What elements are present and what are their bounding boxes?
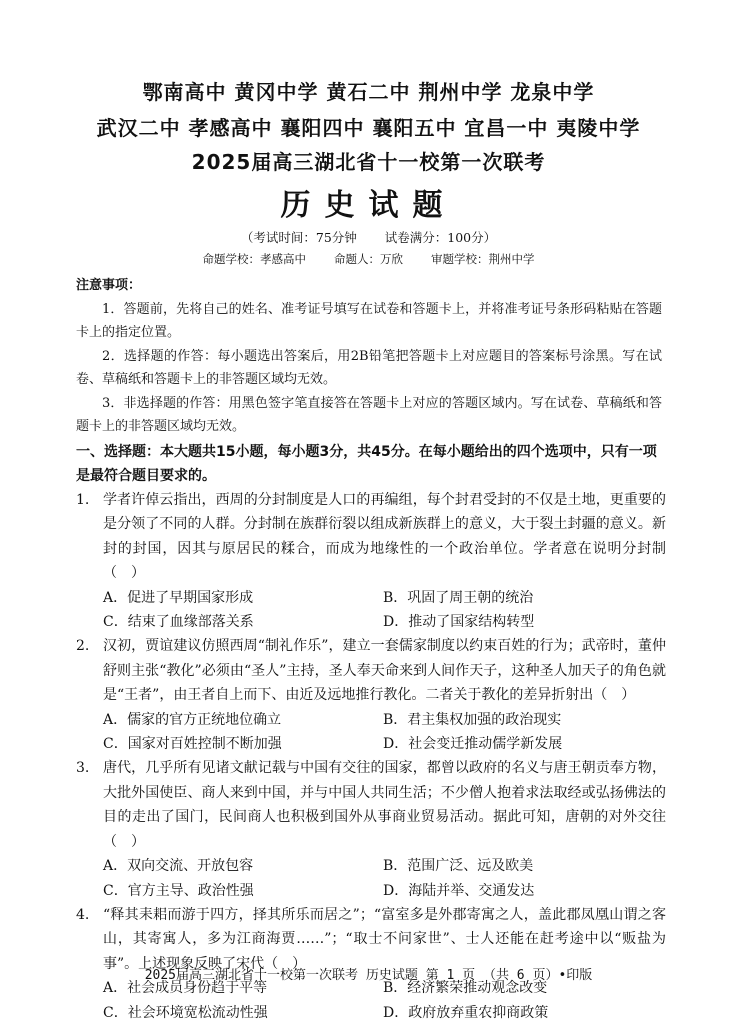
option-b: B．经济繁荣推动观念改变 — [383, 980, 548, 997]
reviewer-school: 审题学校：荆州中学 — [431, 252, 535, 266]
option-b: B．范围广泛、远及欧美 — [383, 858, 534, 875]
option-b: B．君主集权加强的政治现实 — [383, 711, 562, 728]
note-item: 3．非选择题的作答：用黑色签字笔直接答在答题卡上对应的答题区域内。写在试卷、草稿纸和答题卡上的非答题区域均无效。 — [76, 395, 662, 434]
option-b: B．巩固了周王朝的统治 — [383, 589, 534, 606]
exam-score: 试卷满分：100分） — [384, 230, 497, 245]
question-stem: 学者许倬云指出，西周的分封制度是人口的再编组，每个封君受封的不仅是土地，更重要的是分领了不同的人群。分封制在族群衍裂以组成新族群上的意义，大于裂土封疆的意义。新封的封国，因其与原居民的糅合，而成为地缘性的一个政治单位。学者意在说明分封制（ ） — [103, 492, 666, 582]
option-c: C．官方主导、政治性强 — [103, 882, 254, 899]
option-d: D．政府放弃重农抑商政策 — [383, 1004, 549, 1021]
note-item: 1．答题前，先将自己的姓名、准考证号填写在试卷和答题卡上，并将准考证号条形码粘贴在答题卡上的指定位置。 — [76, 301, 662, 340]
schools-line-1: 鄂南高中 黄冈中学 黄石二中 荆州中学 龙泉中学 — [142, 80, 595, 104]
option-a: A．社会成员身份趋于平等 — [103, 980, 268, 997]
exam-time-info — [0, 228, 737, 246]
exam-name: 2025届高三湖北省十一校第一次联考 — [191, 150, 546, 174]
questions — [76, 488, 666, 1025]
notes-heading: 注意事项： — [76, 278, 142, 293]
question-2 — [76, 634, 666, 756]
notes — [76, 274, 662, 439]
option-c: C．国家对百姓控制不断加强 — [103, 736, 282, 753]
option-a: A．儒家的官方正统地位确立 — [103, 711, 282, 728]
option-a: A．促进了早期国家形成 — [103, 589, 254, 606]
option-c: C．社会环境宽松流动性强 — [103, 1004, 268, 1021]
question-stem: “释其耒耜而游于四方，择其所乐而居之”；“富室多是外郡寄寓之人，盖此郡凤凰山谓之客山，其寄寓人，多为江商海贾……”；“取士不问家世”、士人还能在赶考途中以“贩盐为事”。上述现象反映了宋代（ ） — [103, 906, 666, 972]
section-heading: 一、选择题：本大题共15小题，每小题3分，共45分。在每小题给出的四个选项中，只有一项是最符合题目要求的。 — [76, 444, 657, 484]
option-d: D．社会变迁推动儒学新发展 — [383, 736, 563, 753]
question-number: 3. — [76, 760, 90, 777]
schools-line-2: 武汉二中 孝感高中 襄阳四中 襄阳五中 宜昌一中 夷陵中学 — [96, 116, 641, 140]
setter-info — [0, 251, 737, 267]
setter: 命题人：万欣 — [334, 252, 403, 266]
question-stem: 唐代，几乎所有见诸文献记载与中国有交往的国家，都曾以政府的名义与唐王朝贡奉方物，大批外国使臣、商人来到中国，并与中国人共同生活；不少僧人抱着求法取经或弘扬佛法的目的走出了国门，民间商人也积极到国外从事商业贸易活动。据此可知，唐朝的对外交往（ ） — [103, 760, 666, 850]
question-1 — [76, 488, 666, 634]
note-item: 2．选择题的作答：每小题选出答案后，用2B铅笔把答题卡上对应题目的答案标号涂黑。写在试卷、草稿纸和答题卡上的非答题区域均无效。 — [76, 348, 662, 387]
subject-title: 历史试题 — [280, 188, 457, 223]
exam-time: （考试时间：75分钟 — [240, 230, 357, 245]
question-number: 2. — [76, 638, 90, 655]
option-a: A．双向交流、开放包容 — [103, 858, 254, 875]
question-stem: 汉初，贾谊建议仿照西周“制礼作乐”，建立一套儒家制度以约束百姓的行为；武帝时，董仲舒则主张“教化”必须由“圣人”主持，圣人奉天命来到人间作天子，这种圣人加天子的角色就是“王者”，由王者自上而下、由近及远地推行教化。二者关于教化的差异折射出（ ） — [103, 638, 666, 704]
option-c: C．结束了血缘部落关系 — [103, 614, 254, 631]
page-footer: 2025届高三湖北省十一校第一次联考 历史试题 第 1 页 （共 6 页）•印版 — [144, 968, 593, 983]
setter-school: 命题学校：孝感高中 — [202, 252, 306, 266]
option-d: D．海陆并举、交通发达 — [383, 882, 535, 899]
question-3 — [76, 756, 666, 902]
question-number: 4. — [76, 906, 90, 923]
question-number: 1. — [76, 492, 90, 508]
option-d: D．推动了国家结构转型 — [383, 614, 535, 631]
